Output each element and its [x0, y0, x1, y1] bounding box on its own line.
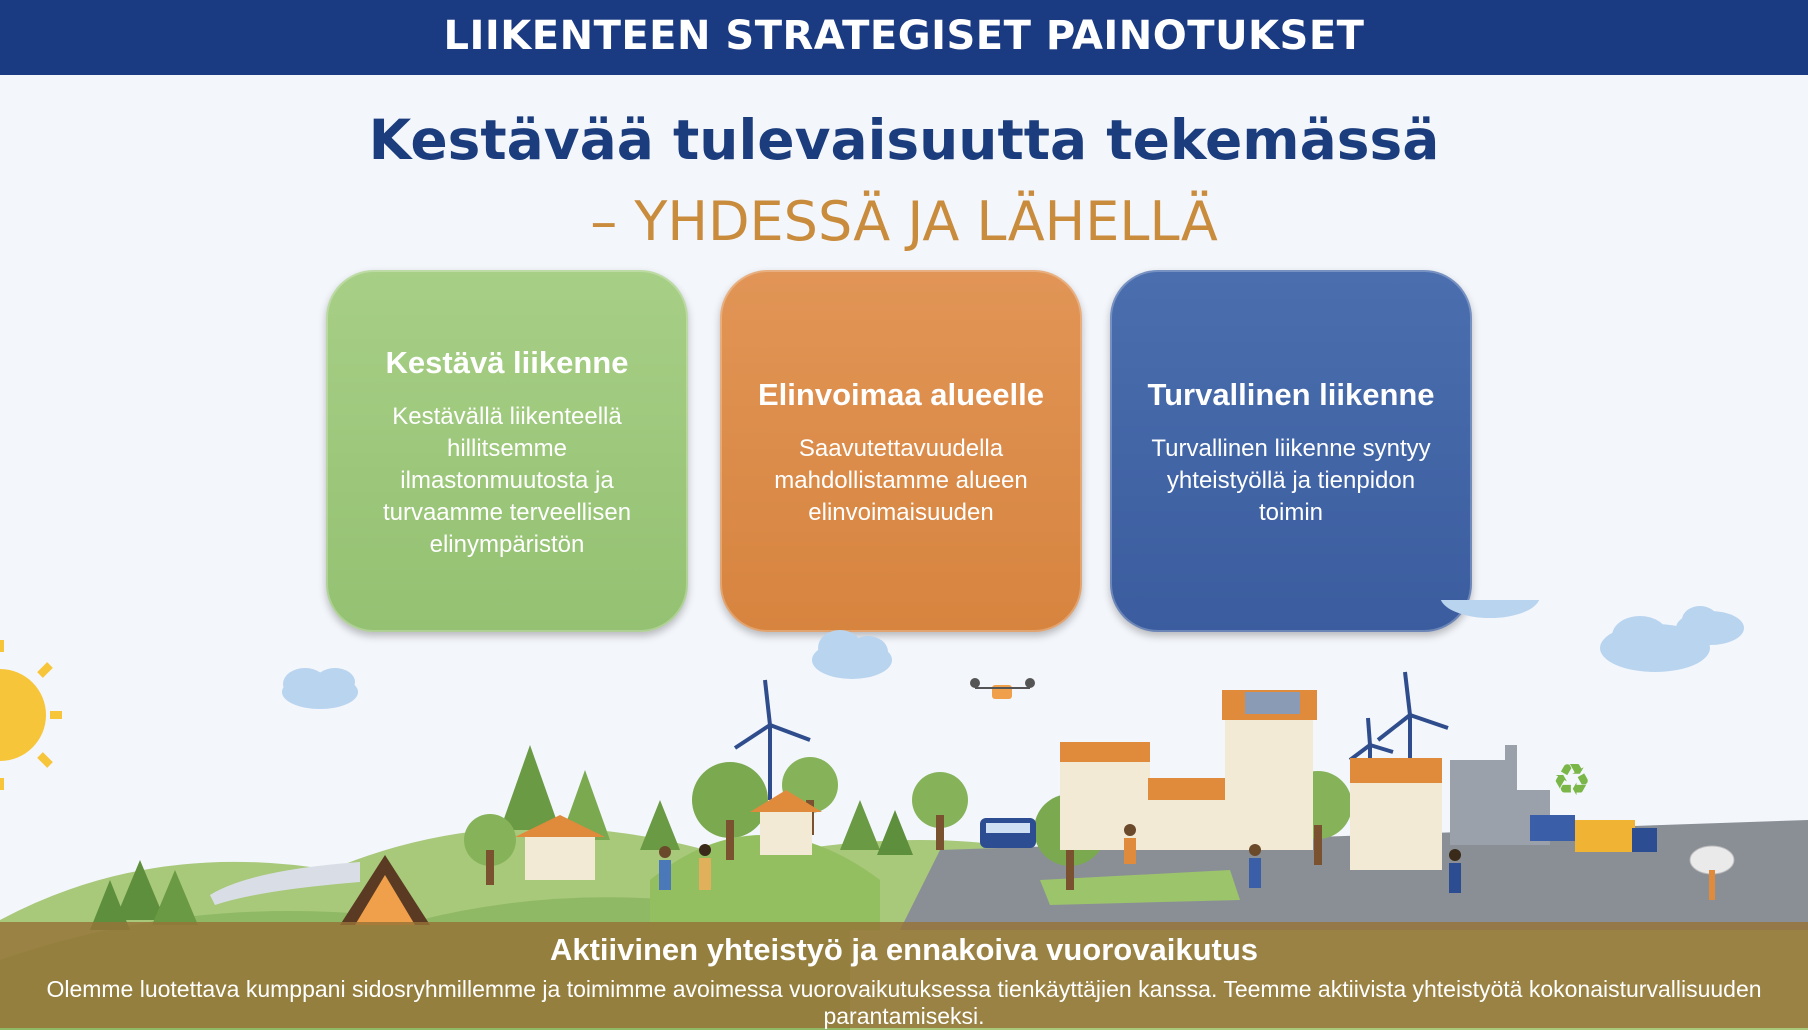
page-subtitle: – YHDESSÄ JA LÄHELLÄ: [590, 190, 1218, 253]
card-title: Turvallinen liikenne: [1147, 376, 1435, 412]
card-text: Kestävällä liikenteellä hillitsemme ilmastonmuutosta ja turvaamme terveellisen elinympäristön: [382, 402, 632, 558]
card-sustainable-transport: [326, 270, 688, 632]
card-safe-transport: [1110, 270, 1472, 632]
bus-icon: [980, 818, 1036, 848]
card-title: Kestävä liikenne: [385, 344, 629, 380]
page-title: Kestävää tulevaisuutta tekemässä: [368, 108, 1440, 172]
card-text: Saavutettavuudella mahdollistamme alueen elinvoimaisuuden: [774, 434, 1028, 526]
bottom-text: Olemme luotettava kumppani sidosryhmillemme ja toimimme avoimessa vuorovaikutuksessa tienkäyttäjien kanssa. Teemme aktiivista yhteistyötä kokonaisturvallisuuden parantamiseksi.: [46, 976, 1762, 1029]
bottom-band: [0, 922, 1808, 1028]
header-title: LIIKENTEEN STRATEGISET PAINOTUKSET: [443, 13, 1365, 59]
card-regional-vitality: [720, 270, 1082, 632]
card-text: Turvallinen liikenne syntyy yhteistyöllä ja tienpidon toimin: [1151, 434, 1431, 526]
bottom-title: Aktiivinen yhteistyö ja ennakoiva vuorovaikutus: [549, 932, 1259, 967]
drone-icon: [970, 678, 1035, 699]
cloud-icon: [282, 600, 1744, 709]
header-banner: [0, 0, 1808, 75]
card-title: Elinvoimaa alueelle: [757, 376, 1045, 412]
recycle-icon: ♻: [1552, 756, 1592, 805]
sun-icon: [0, 640, 62, 790]
